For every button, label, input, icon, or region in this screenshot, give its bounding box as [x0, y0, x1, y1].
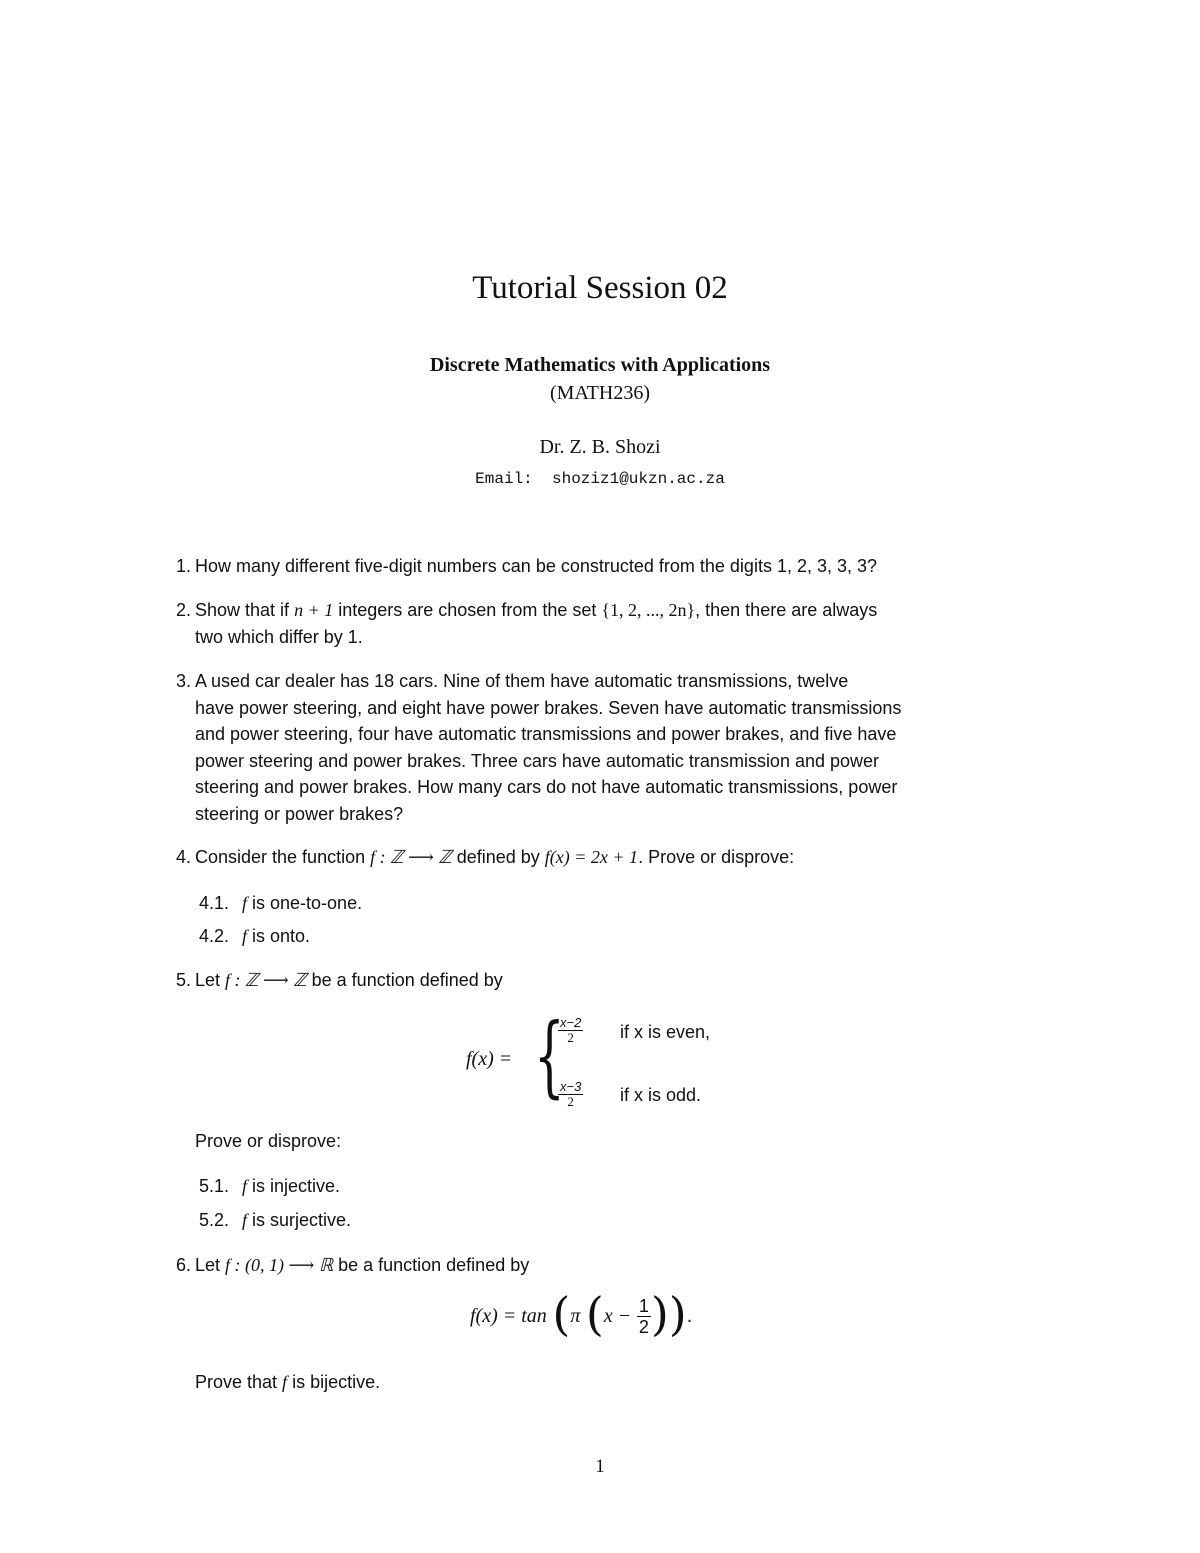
question-4-number: 4. — [175, 847, 191, 867]
q6-text-a: Let — [195, 1255, 226, 1275]
q6-final-f: f — [282, 1372, 288, 1392]
q4-sub1-f: f — [242, 893, 248, 913]
q5-sub1-rest: is injective. — [247, 1176, 341, 1196]
question-3-text — [195, 668, 1003, 827]
page-title: Tutorial Session 02 — [472, 270, 728, 306]
outer-left-paren: ( — [552, 1287, 571, 1342]
email-address: shoziz1@ukzn.ac.za — [551, 470, 725, 488]
q6-function: f : (0, 1) ⟶ ℝ — [225, 1255, 334, 1275]
course-code: (MATH236) — [550, 382, 650, 404]
question-1-text: How many different five-digit numbers can be constructed from the digits 1, 2, 3, 3, 3? — [195, 556, 878, 576]
case1-denominator: 2 — [567, 1030, 574, 1045]
question-6-number: 6. — [175, 1255, 191, 1275]
q5-text-b: be a function defined by — [306, 970, 503, 990]
case2-denominator: 2 — [567, 1094, 574, 1109]
inner-left-paren: ( — [585, 1287, 604, 1342]
q2-set: {1, 2, ..., 2n} — [601, 600, 696, 620]
case1-condition: if x is even, — [620, 1022, 711, 1042]
q3-line: A used car dealer has 18 cars. Nine of them have automatic transmissions, twelve — [195, 671, 849, 691]
half-denominator: 2 — [638, 1317, 649, 1337]
case1-fraction — [558, 1016, 583, 1045]
q5-sub2-text — [242, 1207, 351, 1234]
q6-text-b: be a function defined by — [333, 1255, 530, 1275]
case2-numerator: x−3 — [560, 1079, 582, 1094]
q4-sub2-f: f — [242, 926, 248, 946]
question-2-text — [195, 597, 1003, 650]
pi-symbol: π — [570, 1304, 581, 1327]
q4-text-b: defined by — [451, 847, 545, 867]
author-email — [0, 470, 1200, 488]
x-minus: x − — [603, 1304, 632, 1327]
q2-line2: two which differ by 1. — [195, 626, 363, 647]
q3-line: have power steering, and eight have power brakes. Seven have automatic transmissions — [195, 697, 902, 718]
q4-sub2-rest: is onto. — [247, 926, 311, 946]
tan-lhs: f(x) = tan — [470, 1304, 547, 1327]
email-label: Email: — [475, 470, 533, 488]
q4-function: f : ℤ ⟶ ℤ — [370, 847, 452, 867]
q2-line1-b: integers are chosen from the set — [333, 600, 602, 620]
q3-line: steering or power brakes? — [195, 803, 404, 824]
q5-sub2-f: f — [242, 1210, 248, 1230]
q2-line1-c: , then there are always — [695, 600, 878, 620]
q3-line: power steering and power brakes. Three cars have automatic transmission and power — [195, 750, 880, 771]
q6-final-b: is bijective. — [287, 1372, 381, 1392]
q5-sub1-text — [242, 1173, 340, 1200]
q6-final-text — [195, 1369, 1003, 1396]
inner-right-paren: ) — [650, 1287, 669, 1342]
case2-fraction — [558, 1080, 583, 1109]
q3-line: and power steering, four have automatic transmissions and power brakes, and five have — [195, 724, 897, 744]
q4-sub1-number: 4.1. — [199, 893, 230, 913]
q4-sub1-rest: is one-to-one. — [247, 893, 363, 913]
question-4-text — [195, 844, 1003, 871]
question-3-number: 3. — [175, 671, 191, 691]
page-number: 1 — [595, 1456, 605, 1477]
q4-sub2-text — [242, 923, 310, 950]
piecewise-equation — [462, 1004, 762, 1110]
course-name: Discrete Mathematics with Applications — [429, 354, 771, 376]
author-name: Dr. Z. B. Shozi — [539, 436, 661, 458]
q4-sub2-number: 4.2. — [199, 926, 230, 946]
question-5-number: 5. — [175, 970, 191, 990]
q4-text-a: Consider the function — [195, 847, 371, 867]
question-1-number: 1. — [175, 556, 191, 576]
equation-period: . — [686, 1304, 693, 1327]
half-fraction — [637, 1296, 651, 1337]
q2-line1-a: Show that if — [195, 600, 295, 620]
case2-condition: if x is odd. — [620, 1085, 702, 1105]
q5-text-a: Let — [195, 970, 226, 990]
q5-prove-text: Prove or disprove: — [195, 1131, 342, 1151]
q2-n-plus-1: n + 1 — [294, 600, 334, 620]
piecewise-lhs: f(x) = — [466, 1048, 513, 1070]
q5-sub1-f: f — [242, 1176, 248, 1196]
q5-sub2-number: 5.2. — [199, 1210, 230, 1230]
question-6-text — [195, 1252, 1003, 1279]
q5-sub2-rest: is surjective. — [247, 1210, 352, 1230]
q3-line: steering and power brakes. How many cars do not have automatic transmissions, power — [195, 777, 898, 797]
left-brace: { — [534, 1004, 565, 1107]
q4-text-c: . Prove or disprove: — [638, 847, 795, 867]
question-5-text — [195, 967, 1003, 994]
q4-definition: f(x) = 2x + 1 — [544, 847, 639, 867]
question-2-number: 2. — [175, 600, 191, 620]
outer-right-paren: ) — [668, 1287, 687, 1342]
q5-sub1-number: 5.1. — [199, 1176, 230, 1196]
q4-sub1-text — [242, 890, 362, 917]
q6-final-a: Prove that — [195, 1372, 283, 1392]
case1-numerator: x−2 — [560, 1015, 582, 1030]
q5-function: f : ℤ ⟶ ℤ — [225, 970, 307, 990]
half-numerator: 1 — [638, 1296, 649, 1316]
tan-equation — [470, 1287, 770, 1356]
